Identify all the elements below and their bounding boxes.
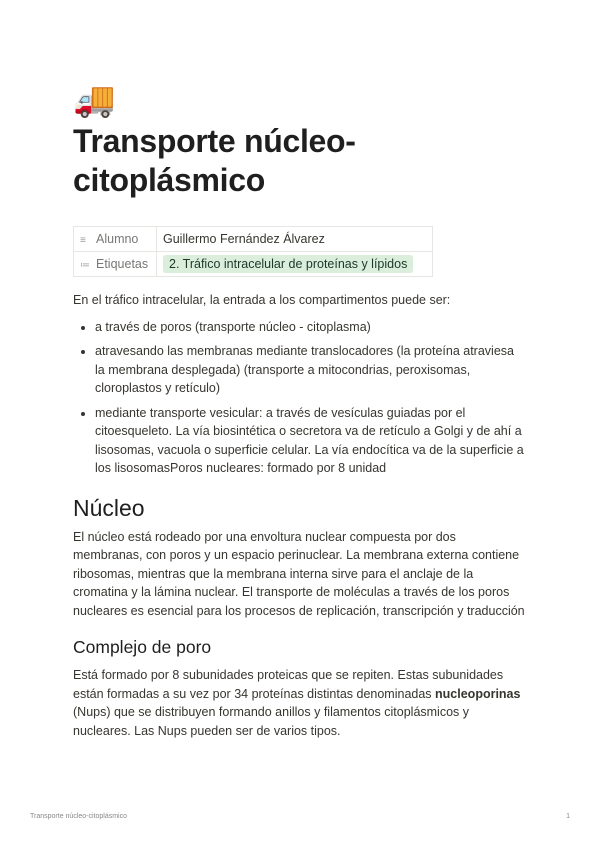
intro-paragraph: En el tráfico intracelular, la entrada a los compartimentos puede ser: bbox=[73, 293, 451, 307]
list-property-icon: ≔ bbox=[80, 260, 90, 271]
property-value-alumno: Guillermo Fernández Álvarez bbox=[157, 227, 433, 252]
page-footer bbox=[30, 813, 570, 820]
tag-badge[interactable]: 2. Tráfico intracelular de proteínas y lípidos bbox=[163, 255, 413, 273]
delivery-truck-icon: 🚚 bbox=[73, 81, 116, 119]
poro-text-before: Está formado por 8 subunidades proteicas que se repiten. Estas subunidades están formadas a su vez por 34 proteínas distintas denominadas bbox=[73, 668, 504, 701]
page-number: 1 bbox=[566, 813, 570, 820]
list-item: • a través de poros (transporte núcleo - citoplasma) bbox=[95, 318, 525, 337]
text-property-icon: ≡ bbox=[80, 235, 86, 246]
heading-complejo-poro: Complejo de poro bbox=[73, 637, 212, 657]
property-row-etiquetas bbox=[74, 252, 433, 277]
property-key-label: Alumno bbox=[96, 232, 139, 246]
page-title: Transporte núcleo-citoplásmico bbox=[73, 123, 356, 198]
footer-title: Transporte núcleo-citoplásmico bbox=[30, 813, 128, 820]
property-key-label: Etiquetas bbox=[96, 257, 149, 271]
list-item: • mediante transporte vesicular: a través de vesículas guiadas por el citoesqueleto. La vía biosintética o secretora va de retículo a Golgi y de ahí a lisosomas, vacuola o superficie celular. La vía endocítica va de la superficie a los lisosomasPoros nucleares: formado por 8 unidad bbox=[95, 404, 525, 478]
heading-nucleo: Núcleo bbox=[73, 494, 145, 521]
property-key-cell bbox=[74, 252, 157, 277]
poro-paragraph bbox=[73, 666, 525, 740]
nucleo-paragraph: El núcleo está rodeado por una envoltura nuclear compuesta por dos membranas, con poros y un espacio perinuclear. La membrana externa contiene ribosomas, mientras que la membrana interna sirve para el anclaje de la cromatina y la lámina nuclear. El transporte de moléculas a través de los poros nucleares es esencial para los procesos de replicación, transcripción y traducción bbox=[73, 529, 525, 618]
document-page bbox=[73, 80, 525, 748]
poro-text-after: (Nups) que se distribuyen formando anillos y filamentos citoplásmicos y nucleares. Las Nups pueden ser de varios tipos. bbox=[73, 705, 470, 738]
property-value-etiquetas bbox=[157, 252, 433, 277]
list-item: • atravesando las membranas mediante translocadores (la proteína atraviesa la membrana desplegada) (transporte a mitocondrias, peroxisomas, cloroplastos y retículo) bbox=[95, 342, 525, 398]
nucleoporinas-term: nucleoporinas bbox=[435, 686, 521, 701]
property-row-alumno bbox=[74, 227, 433, 252]
properties-table bbox=[73, 226, 433, 277]
property-key-cell bbox=[74, 227, 157, 252]
entry-modes-list bbox=[73, 318, 525, 478]
